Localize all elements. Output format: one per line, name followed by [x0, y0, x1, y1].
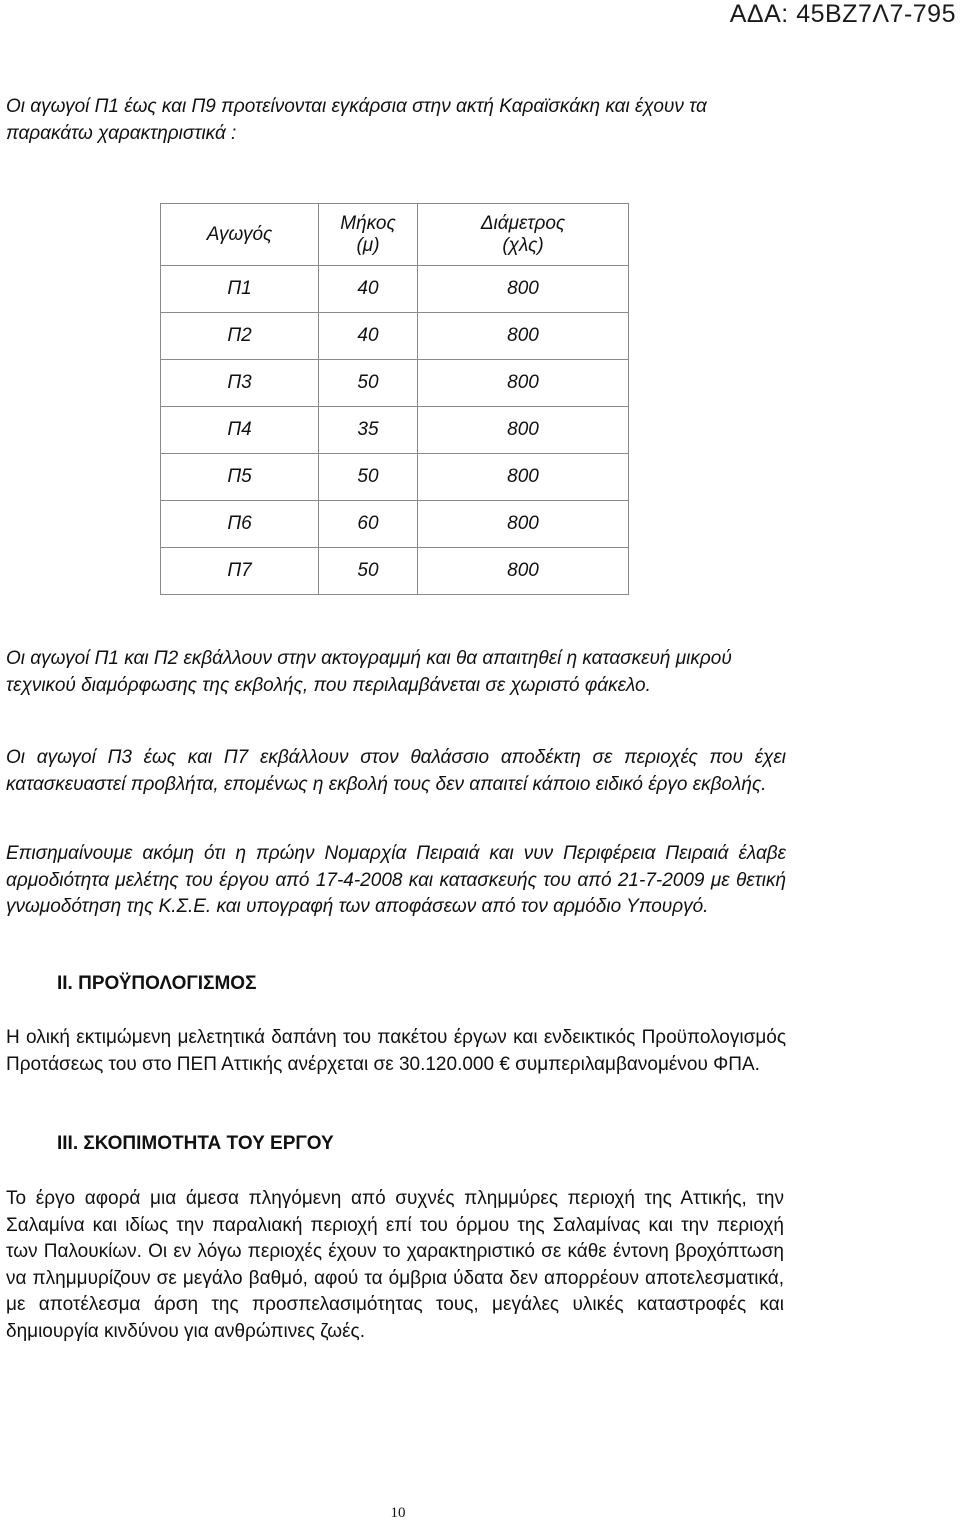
table-row: [161, 501, 629, 548]
cell-length: 50: [319, 454, 418, 501]
cell-pipe: Π7: [161, 548, 319, 595]
paragraph-p3-p7: Οι αγωγοί Π3 έως και Π7 εκβάλλουν στον θαλάσσιο αποδέκτη σε περιοχές που έχει κατασκευαστεί προβλήτα, επομένως η εκβολή τους δεν απαιτεί κάποιο ειδικό έργο εκβολής.: [6, 747, 786, 795]
cell-pipe: Π6: [161, 501, 319, 548]
paragraph-note: Επισημαίνουμε ακόμη ότι η πρώην Νομαρχία Πειραιά και νυν Περιφέρεια Πειραιά έλαβε αρμοδιότητα μελέτης του έργου από 17-4-2008 και κατασκευής του από 21-7-2009 με θετική γνωμοδότηση της Κ.Σ.Ε. και υπογραφή των αποφάσεων από τον αρμόδιο Υπουργό.: [6, 843, 786, 917]
intro-paragraph: Οι αγωγοί Π1 έως και Π9 προτείνονται εγκάρσια στην ακτή Καραϊσκάκη και έχουν τα παρακάτω χαρακτηριστικά :: [6, 96, 707, 144]
header-diameter: Διάμετρος (χλς): [418, 204, 629, 266]
cell-length: 60: [319, 501, 418, 548]
table-header-row: [161, 204, 629, 266]
table-row: [161, 548, 629, 595]
cell-diameter: 800: [418, 548, 629, 595]
cell-diameter: 800: [418, 407, 629, 454]
cell-length: 50: [319, 360, 418, 407]
cell-diameter: 800: [418, 313, 629, 360]
cell-length: 40: [319, 266, 418, 313]
cell-diameter: 800: [418, 501, 629, 548]
paragraph-budget: Η ολική εκτιμώμενη μελετητικά δαπάνη του πακέτου έργων και ενδεικτικός Προϋπολογισμός Προτάσεως του στο ΠΕΠ Αττικής ανέρχεται σε 30.120.000 € συμπεριλαμβανομένου ΦΠΑ.: [6, 1027, 786, 1075]
paragraph-p1-p2: Οι αγωγοί Π1 και Π2 εκβάλλουν στην ακτογραμμή και θα απαιτηθεί η κατασκευή μικρού τεχνικού διαμόρφωσης της εκβολής, που περιλαμβάνεται σε χωριστό φάκελο.: [6, 648, 732, 696]
section-heading-budget: ΙΙ. ΠΡΟΫΠΟΛΟΓΙΣΜΟΣ: [57, 973, 257, 994]
pipes-table: [160, 203, 629, 595]
cell-pipe: Π5: [161, 454, 319, 501]
table-row: [161, 266, 629, 313]
cell-pipe: Π4: [161, 407, 319, 454]
table-row: [161, 360, 629, 407]
section-heading-purpose: ΙΙΙ. ΣΚΟΠΙΜΟΤΗΤΑ ΤΟΥ ΕΡΓΟΥ: [57, 1133, 334, 1154]
cell-pipe: Π1: [161, 266, 319, 313]
cell-diameter: 800: [418, 360, 629, 407]
cell-length: 35: [319, 407, 418, 454]
table-row: [161, 313, 629, 360]
cell-pipe: Π3: [161, 360, 319, 407]
header-length: Μήκος (μ): [319, 204, 418, 266]
table-row: [161, 454, 629, 501]
cell-diameter: 800: [418, 454, 629, 501]
cell-length: 40: [319, 313, 418, 360]
cell-length: 50: [319, 548, 418, 595]
ada-code: ΑΔΑ: 45ΒΖ7Λ7-795: [729, 0, 956, 28]
cell-diameter: 800: [418, 266, 629, 313]
header-pipe: Αγωγός: [161, 204, 319, 266]
cell-pipe: Π2: [161, 313, 319, 360]
paragraph-purpose: Το έργο αφορά μια άμεσα πληγόμενη από συχνές πλημμύρες περιοχή της Αττικής, την Σαλαμίνα και ιδίως την παραλιακή περιοχή επί του όρμου της Σαλαμίνας και την περιοχή των Παλουκίων. Οι εν λόγω περιοχές έχουν το χαρακτηριστικό σε κάθε έντονη βροχόπτωση να πλημμυρίζουν σε μεγάλο βαθμό, αφού τα όμβρια ύδατα δεν απορρέουν αποτελεσματικά, με αποτέλεσμα άρση της προσπελασιμότητας τους, μεγάλες υλικές καταστροφές και δημιουργία κινδύνου για ανθρώπινες ζωές.: [6, 1188, 784, 1342]
table-row: [161, 407, 629, 454]
page-number: 10: [390, 1505, 406, 1521]
